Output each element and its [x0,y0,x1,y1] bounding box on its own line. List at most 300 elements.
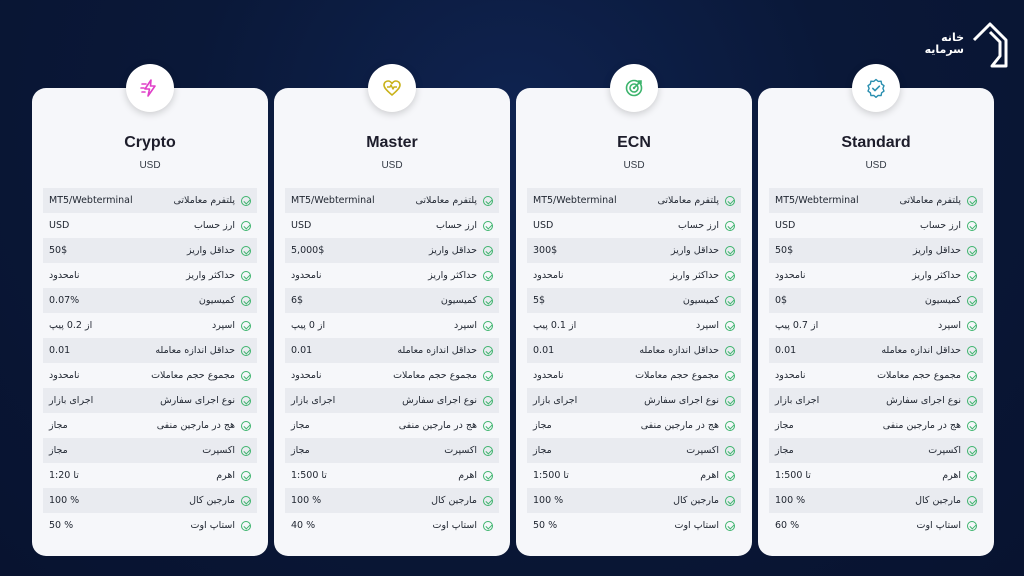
feature-label-group [155,345,251,356]
feature-value: نامحدود [775,370,806,381]
check-circle-icon [725,321,735,331]
check-circle-icon [483,521,493,531]
card-currency: USD [623,160,645,171]
check-circle-icon [725,471,735,481]
feature-value: نامحدود [533,370,564,381]
check-circle-icon [967,321,977,331]
feature-row [43,388,257,413]
feature-label-group [431,495,493,506]
card-title: ECN [617,134,651,151]
feature-row [285,463,499,488]
feature-row [527,363,741,388]
check-circle-icon [967,496,977,506]
check-circle-icon [967,446,977,456]
feature-label-group [393,370,493,381]
feature-label-group [942,470,977,481]
feature-label: استاپ اوت [190,520,235,531]
card-currency: USD [381,160,403,171]
feature-value: 50 % [533,520,558,531]
feature-label: ارز حساب [919,220,961,231]
feature-value: MT5/Webterminal [49,195,133,206]
feature-value: 0.07% [49,295,80,306]
feature-row [769,263,983,288]
feature-label: استاپ اوت [432,520,477,531]
feature-value: مجاز [291,445,310,456]
check-circle-icon [967,221,977,231]
feature-label-group [454,320,493,331]
feature-row [285,263,499,288]
check-circle-icon [241,221,251,231]
card-title: Master [366,134,418,151]
check-circle-icon [483,496,493,506]
feature-label-group [194,220,251,231]
feature-value: 0.01 [49,345,71,356]
check-circle-icon [725,521,735,531]
feature-label: حداقل اندازه معامله [881,345,961,356]
check-circle-icon [967,196,977,206]
feature-label-group [428,270,493,281]
feature-row [527,213,741,238]
check-circle-icon [241,421,251,431]
feature-label-group [881,345,977,356]
check-circle-icon [483,221,493,231]
check-circle-icon [725,296,735,306]
check-circle-icon [483,421,493,431]
feature-label-group [151,370,251,381]
check-circle-icon [483,296,493,306]
feature-label: پلتفرم معاملاتی [415,195,477,206]
feature-row [285,238,499,263]
feature-label: مجموع حجم معاملات [151,370,235,381]
brand-logo-text [925,32,964,56]
feature-label: اهرم [458,470,477,481]
feature-label-group [216,470,251,481]
feature-row [285,188,499,213]
feature-label: استاپ اوت [674,520,719,531]
feature-label-group [928,445,977,456]
feature-value: تا 1:20 [49,470,79,481]
check-circle-icon [241,446,251,456]
feature-value: مجاز [775,420,794,431]
feature-row [769,313,983,338]
check-circle-icon [241,196,251,206]
check-circle-icon [483,321,493,331]
check-circle-icon [483,271,493,281]
feature-label-group [917,520,978,531]
feature-label-group [671,245,735,256]
feature-label-group [938,320,977,331]
feature-label: حداقل اندازه معامله [639,345,719,356]
feature-value: از 0.2 پیپ [49,320,93,331]
feature-value: 5,000$ [291,245,325,256]
brand-logo-line1: خانه [941,31,964,44]
feature-value: MT5/Webterminal [533,195,617,206]
feature-label-group [160,395,251,406]
check-circle-icon [725,196,735,206]
feature-label: اسپرد [454,320,477,331]
feature-row [43,513,257,538]
feature-value: 0.01 [775,345,797,356]
feature-value: USD [533,220,554,231]
feature-label: اهرم [942,470,961,481]
feature-value: تا 1:500 [775,470,811,481]
check-circle-icon [967,271,977,281]
account-card-master [274,88,510,556]
check-circle-icon [725,446,735,456]
feature-label-group [436,220,493,231]
feature-label: حداقل واریز [671,245,719,256]
feature-value: 0.01 [291,345,313,356]
feature-label-group [187,245,251,256]
feature-label: پلتفرم معاملاتی [899,195,961,206]
brand-logo-line2: سرمایه [924,43,964,56]
feature-label-group [458,470,493,481]
feature-label: حداکثر واریز [912,270,961,281]
feature-row [527,463,741,488]
feature-value: اجرای بازار [533,395,578,406]
feature-row [769,513,983,538]
feature-label: پلتفرم معاملاتی [657,195,719,206]
check-circle-icon [241,296,251,306]
feature-value: مجاز [533,420,552,431]
feature-row [527,488,741,513]
feature-label: اکسپرت [202,445,235,456]
feature-label-group [658,195,736,206]
feature-row [769,413,983,438]
feature-label-group [670,270,735,281]
check-circle-icon [725,221,735,231]
feature-label: حداکثر واریز [428,270,477,281]
feature-label: ارز حساب [677,220,719,231]
feature-label-group [686,445,735,456]
feature-value: اجرای بازار [775,395,820,406]
feature-row [285,413,499,438]
feature-row [769,463,983,488]
feature-value: 0.01 [533,345,555,356]
feature-label: حداکثر واریز [186,270,235,281]
feature-label: اسپرد [938,320,961,331]
account-card-crypto [32,88,268,556]
feature-value: 100 % [49,495,80,506]
feature-label: اکسپرت [928,445,961,456]
feature-value: 100 % [775,495,806,506]
feature-value: 6$ [291,295,304,306]
target-icon [610,64,658,112]
feature-row [527,338,741,363]
feature-label: کمیسیون [440,295,477,306]
feature-value: 50$ [775,245,794,256]
feature-value: اجرای بازار [49,395,94,406]
feature-label-group [886,395,977,406]
verified-badge-icon [852,64,900,112]
feature-label-group [700,470,735,481]
feature-row [769,363,983,388]
feature-row [527,313,741,338]
feature-row [43,313,257,338]
card-title: Standard [841,134,911,151]
feature-value: از 0.1 پیپ [533,320,577,331]
feature-value: اجرای بازار [291,395,336,406]
house-logo-icon [970,18,1010,70]
check-circle-icon [725,271,735,281]
feature-label-group [644,395,735,406]
feature-label: اسپرد [212,320,235,331]
feature-label-group [399,420,493,431]
feature-row [527,513,741,538]
feature-label: کمیسیون [198,295,235,306]
feature-row [285,488,499,513]
feature-label-group [402,395,493,406]
feature-row [527,263,741,288]
feature-label-group [641,420,735,431]
account-card-ecn [516,88,752,556]
heart-icon [368,64,416,112]
feature-label: مارجین کال [431,495,477,506]
feature-label-group [157,420,251,431]
feature-value: تا 1:500 [291,470,327,481]
feature-label: ارز حساب [193,220,235,231]
feature-label-group [915,495,977,506]
check-circle-icon [483,346,493,356]
card-title: Crypto [124,134,176,151]
feature-label: مجموع حجم معاملات [635,370,719,381]
feature-value: 300$ [533,245,558,256]
check-circle-icon [725,346,735,356]
feature-row [43,363,257,388]
feature-row [769,488,983,513]
feature-label-group [186,270,251,281]
check-circle-icon [483,396,493,406]
check-circle-icon [725,371,735,381]
check-circle-icon [483,446,493,456]
feature-value: USD [291,220,312,231]
feature-row [285,288,499,313]
feature-value: 50 % [49,520,74,531]
feature-label: حداقل واریز [187,245,235,256]
feature-row [769,188,983,213]
feature-label: مجموع حجم معاملات [877,370,961,381]
feature-label: کمیسیون [682,295,719,306]
feature-value: نامحدود [49,270,80,281]
feature-label-group [444,445,493,456]
feature-value: مجاز [291,420,310,431]
check-circle-icon [241,371,251,381]
feature-label: حداقل اندازه معامله [155,345,235,356]
feature-value: نامحدود [291,270,322,281]
feature-value: از 0 پیپ [291,320,326,331]
brand-logo [910,14,1010,74]
feature-label-group [912,270,977,281]
feature-label: حداقل واریز [429,245,477,256]
check-circle-icon [725,496,735,506]
feature-label: هج در مارجین منفی [156,420,235,431]
feature-label: اهرم [700,470,719,481]
feature-list [527,188,741,538]
check-circle-icon [967,296,977,306]
feature-label-group [675,520,736,531]
feature-label-group [635,370,735,381]
feature-label: مارجین کال [673,495,719,506]
feature-value: USD [49,220,70,231]
feature-label: مارجین کال [189,495,235,506]
feature-row [527,438,741,463]
check-circle-icon [725,246,735,256]
feature-value: مجاز [775,445,794,456]
feature-value: 0$ [775,295,788,306]
feature-label: پلتفرم معاملاتی [173,195,235,206]
feature-label-group [678,220,735,231]
feature-row [43,413,257,438]
feature-label-group [441,295,493,306]
feature-row [43,338,257,363]
feature-label-group [913,245,977,256]
feature-row [43,188,257,213]
feature-label: هج در مارجین منفی [398,420,477,431]
feature-value: نامحدود [775,270,806,281]
feature-label: اهرم [216,470,235,481]
feature-label: نوع اجرای سفارش [160,395,235,406]
feature-row [527,388,741,413]
feature-label: نوع اجرای سفارش [402,395,477,406]
feature-row [43,438,257,463]
feature-row [769,338,983,363]
feature-label-group [416,195,494,206]
feature-value: نامحدود [291,370,322,381]
feature-label-group [174,195,252,206]
feature-label: نوع اجرای سفارش [886,395,961,406]
feature-label: اسپرد [696,320,719,331]
feature-row [769,438,983,463]
feature-label-group [202,445,251,456]
account-types-grid [32,88,994,556]
feature-row [43,238,257,263]
feature-label: حداقل اندازه معامله [397,345,477,356]
feature-row [527,288,741,313]
feature-label: هج در مارجین منفی [882,420,961,431]
feature-row [43,488,257,513]
feature-row [527,413,741,438]
feature-row [769,213,983,238]
check-circle-icon [483,196,493,206]
feature-value: 100 % [533,495,564,506]
feature-row [285,363,499,388]
check-circle-icon [967,396,977,406]
feature-label-group [212,320,251,331]
feature-label: استاپ اوت [916,520,961,531]
feature-row [285,438,499,463]
check-circle-icon [967,521,977,531]
check-circle-icon [967,471,977,481]
check-circle-icon [725,396,735,406]
feature-label-group [920,220,977,231]
feature-value: 40 % [291,520,316,531]
feature-label: مارجین کال [915,495,961,506]
feature-label-group [683,295,735,306]
check-circle-icon [241,396,251,406]
check-circle-icon [483,471,493,481]
feature-value: MT5/Webterminal [291,195,375,206]
check-circle-icon [241,471,251,481]
account-card-standard [758,88,994,556]
check-circle-icon [967,421,977,431]
feature-row [43,288,257,313]
feature-value: نامحدود [49,370,80,381]
feature-value: 5$ [533,295,546,306]
check-circle-icon [967,346,977,356]
feature-value: مجاز [49,420,68,431]
feature-row [43,463,257,488]
feature-row [285,513,499,538]
feature-row [285,313,499,338]
check-circle-icon [483,246,493,256]
feature-label-group [397,345,493,356]
feature-value: نامحدود [533,270,564,281]
feature-value: 100 % [291,495,322,506]
feature-row [527,188,741,213]
check-circle-icon [241,521,251,531]
feature-row [285,388,499,413]
check-circle-icon [241,346,251,356]
feature-label: حداقل واریز [913,245,961,256]
check-circle-icon [241,496,251,506]
feature-label-group [433,520,494,531]
feature-label-group [189,495,251,506]
feature-label-group [639,345,735,356]
feature-value: از 0.7 پیپ [775,320,819,331]
feature-list [285,188,499,538]
feature-value: MT5/Webterminal [775,195,859,206]
feature-label-group [925,295,977,306]
check-circle-icon [241,246,251,256]
feature-label-group [877,370,977,381]
feature-value: 50$ [49,245,68,256]
check-circle-icon [967,371,977,381]
feature-row [769,238,983,263]
feature-label-group [191,520,252,531]
lightning-icon [126,64,174,112]
card-currency: USD [139,160,161,171]
feature-row [285,338,499,363]
feature-value: تا 1:500 [533,470,569,481]
feature-value: 60 % [775,520,800,531]
feature-label: حداکثر واریز [670,270,719,281]
check-circle-icon [967,246,977,256]
feature-label: کمیسیون [924,295,961,306]
feature-label: اکسپرت [444,445,477,456]
card-currency: USD [865,160,887,171]
feature-value: مجاز [49,445,68,456]
feature-label: مجموع حجم معاملات [393,370,477,381]
feature-label-group [429,245,493,256]
feature-list [43,188,257,538]
feature-value: مجاز [533,445,552,456]
feature-label-group [900,195,978,206]
feature-row [769,288,983,313]
feature-label: هج در مارجین منفی [640,420,719,431]
feature-label: ارز حساب [435,220,477,231]
feature-label-group [696,320,735,331]
feature-label-group [883,420,977,431]
feature-label: نوع اجرای سفارش [644,395,719,406]
check-circle-icon [241,321,251,331]
feature-label-group [673,495,735,506]
feature-label-group [199,295,251,306]
feature-label: اکسپرت [686,445,719,456]
check-circle-icon [725,421,735,431]
check-circle-icon [483,371,493,381]
feature-row [769,388,983,413]
feature-row [43,263,257,288]
